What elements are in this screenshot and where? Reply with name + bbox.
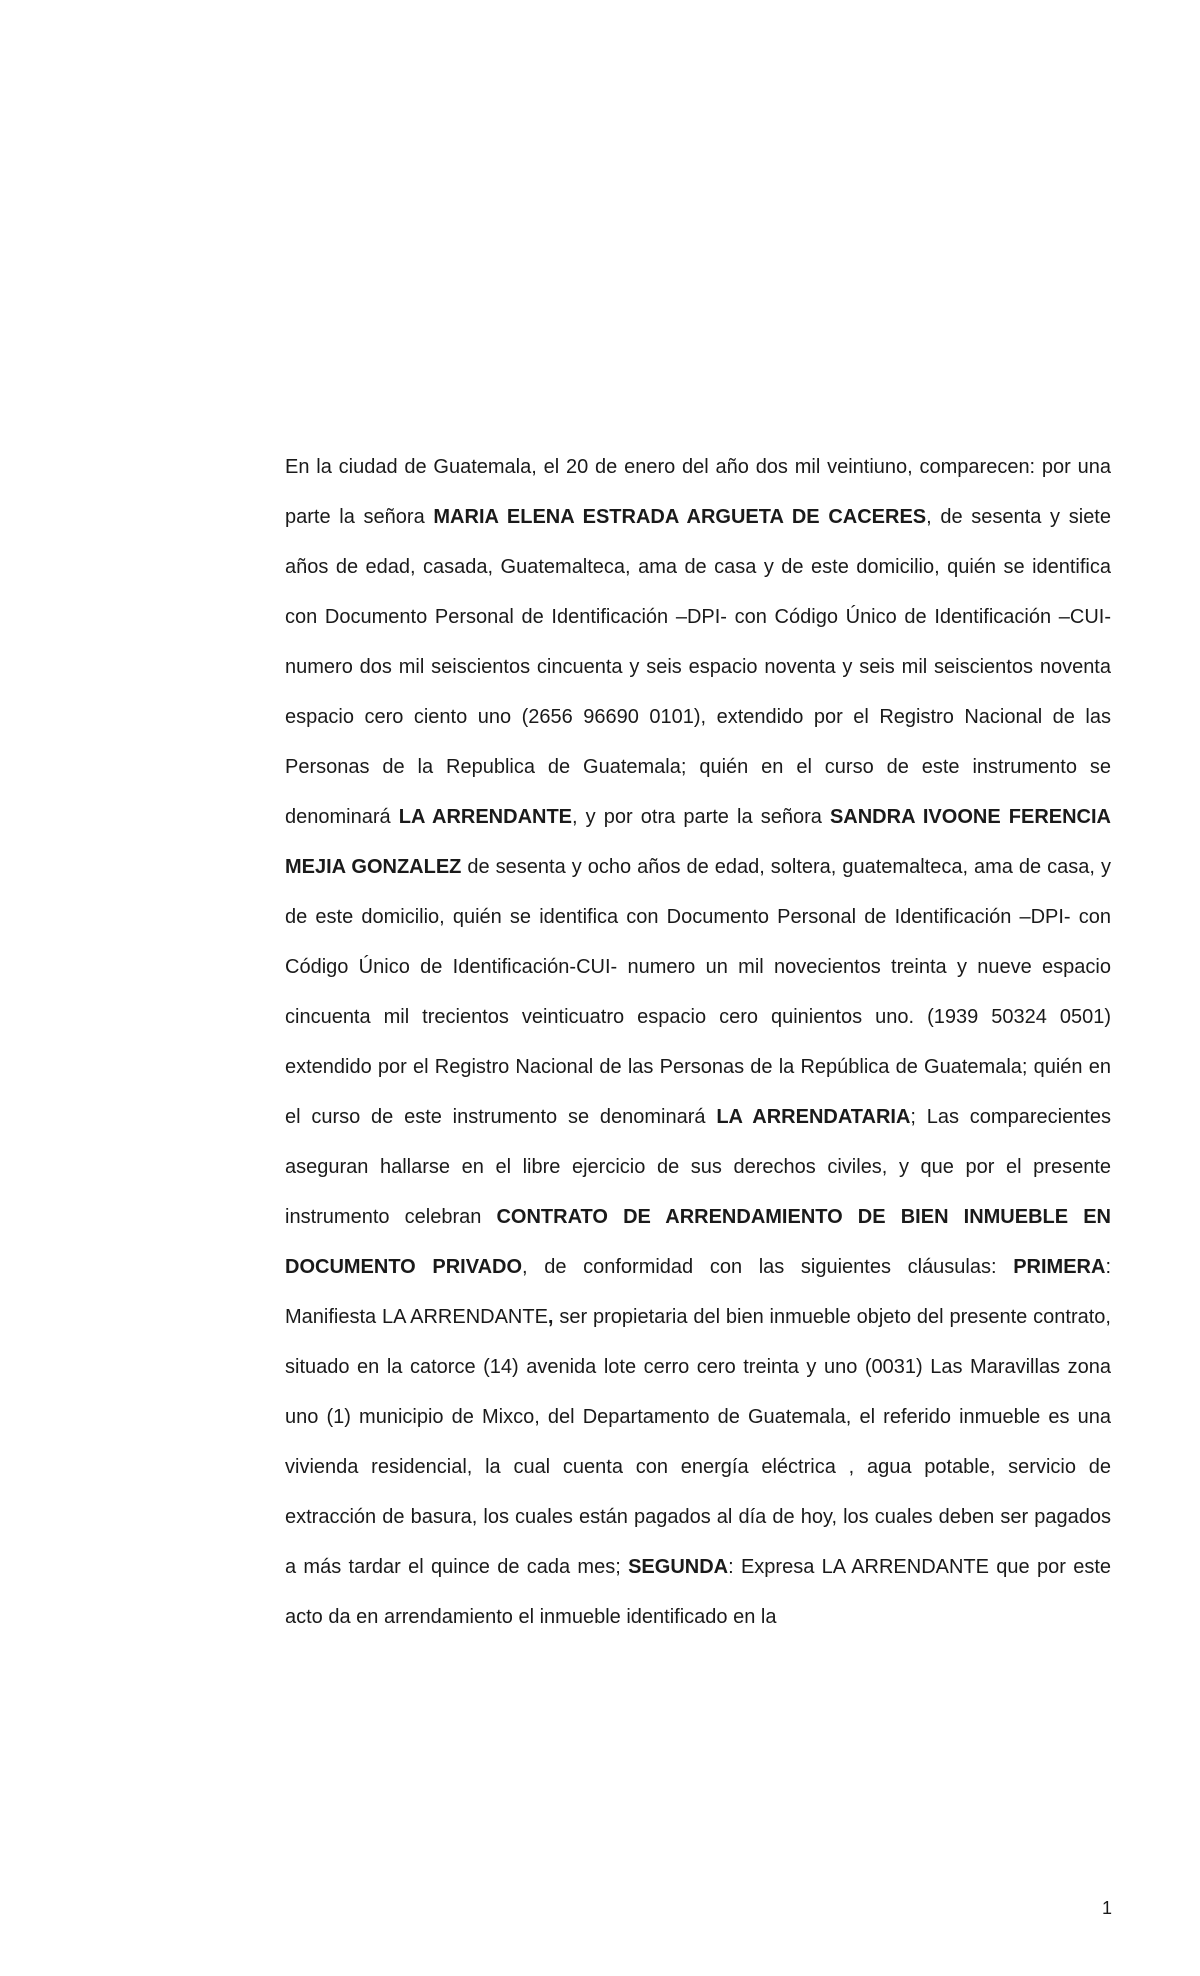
text-segment: , de conformidad con las siguientes cláusulas:: [522, 1256, 1014, 1278]
clause-label-primera: PRIMERA: [1013, 1256, 1106, 1278]
bold-comma: ,: [547, 1306, 554, 1328]
text-segment: , de sesenta y siete años de edad, casada, Guatemalteca, ama de casa y de este domicilio, quién se identifica con Documento Personal de Identificación –DPI- con Código Único de Identificación –CUI- numero dos mil seiscientos cincuenta y seis espacio noventa y seis mil seiscientos noventa espacio cero ciento uno (2656 96690 0101), extendido por el Registro Nacional de las Personas de la Republica de Guatemala; quién en el curso de este instrumento se denominará: [285, 506, 1111, 828]
party-name-arrendataria: SANDRA IVOONE FERENCIA MEJIA GONZALEZ: [285, 806, 1111, 878]
text-segment: : Manifiesta LA ARRENDANTE: [285, 1256, 1111, 1328]
text-segment: ; Las comparecientes aseguran hallarse en el libre ejercicio de sus derechos civiles, y que por el presente instrumento celebran: [285, 1106, 1111, 1228]
text-segment: de sesenta y ocho años de edad, soltera, guatemalteca, ama de casa, y de este domicilio, quién se identifica con Documento Personal de Identificación –DPI- con Código Único de Identificación-CUI- numero un mil novecientos treinta y nueve espacio cincuenta mil trecientos veinticuatro espacio cero quinientos uno. (1939 50324 0501) extendido por el Registro Nacional de las Personas de la República de Guatemala; quién en el curso de este instrumento se denominará: [285, 856, 1111, 1128]
page-number: 1: [1101, 1898, 1112, 1918]
role-label-arrendataria: LA ARRENDATARIA: [716, 1106, 911, 1128]
text-segment: : Expresa LA ARRENDANTE que por este acto da en arrendamiento el inmueble identificado en la: [285, 1556, 1111, 1628]
contract-type-title: CONTRATO DE ARRENDAMIENTO DE BIEN INMUEBLE EN DOCUMENTO PRIVADO: [285, 1206, 1112, 1278]
clause-label-segunda: SEGUNDA: [628, 1556, 729, 1578]
contract-body-paragraph: [285, 442, 1111, 1642]
text-segment: ser propietaria del bien inmueble objeto del presente contrato, situado en la catorce (14) avenida lote cerro cero treinta y uno (0031) Las Maravillas zona uno (1) municipio de Mixco, del Departamento de Guatemala, el referido inmueble es una vivienda residencial, la cual cuenta con energía eléctrica , agua potable, servicio de extracción de basura, los cuales están pagados al día de hoy, los cuales deben ser pagados a más tardar el quince de cada mes;: [285, 1306, 1111, 1578]
role-label-arrendante: LA ARRENDANTE: [398, 806, 573, 828]
text-segment: , y por otra parte la señora: [572, 806, 830, 828]
text-segment: En la ciudad de Guatemala, el 20 de enero del año dos mil veintiuno, comparecen: por una parte la señora: [285, 456, 1111, 528]
party-name-arrendante: MARIA ELENA ESTRADA ARGUETA DE CACERES: [433, 506, 927, 528]
